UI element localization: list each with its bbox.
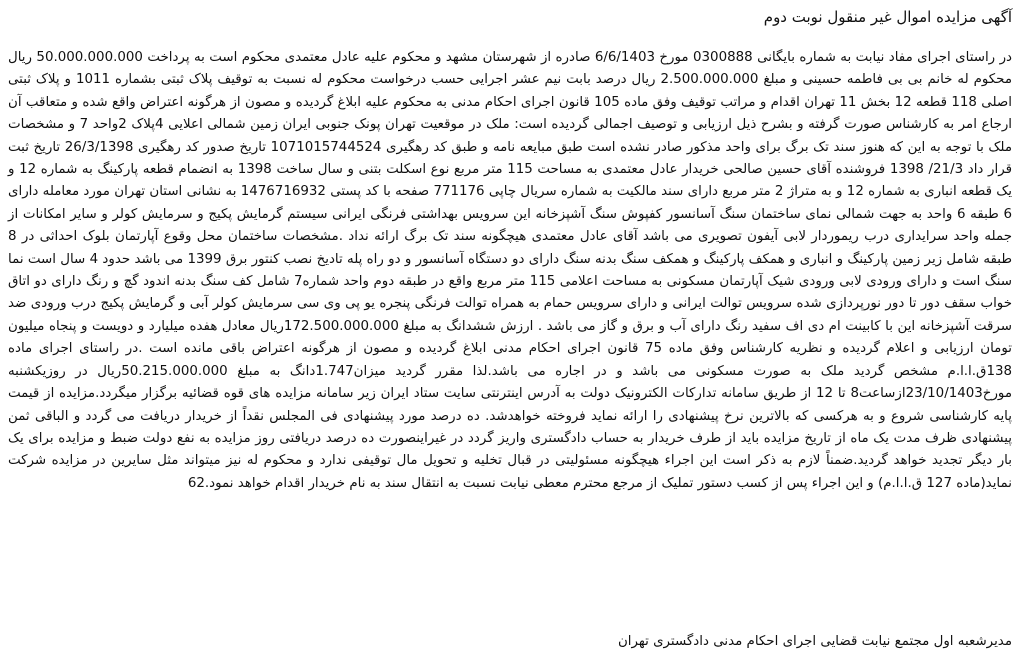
notice-title: آگهی مزایده اموال غیر منقول نوبت دوم bbox=[763, 8, 1012, 26]
notice-body: در راستای اجرای مفاد نیابت به شماره بایگانی 0300888 مورخ 6/6/1403 صادره از شهرستان مشهد و محکوم علیه عادل معتمدی محکوم است به پرداخت 50.000.000.000 ریال محکوم له خانم بی بی فاطمه حسینی و مبلغ 2.500.000.000 ریال درصد بابت نیم عشر اجرایی حسب درخواست محکوم له نسبت به توقیف پلاک ثبتی بشماره 1011 و پلاک ثبتی اصلی 118 قطعه 12 بخش 11 تهران اقدام و مراتب توقیف وفق ماده 105 قانون اجرای احکام مدنی به محکوم علیه ابلاغ گردیده و مصون از هرگونه اعتراض واقع شده و متعاقب آن ارجاع امر به کارشناس صورت گرفته و بشرح ذیل ارزیابی و توصیف اجمالی گردیده است: ملک در موقعیت تهران پونک جنوبی ایران زمین شمالی اعلایی 4پلاک 2واحد 7 و مشخصات ملک با توجه به این که هنوز سند تک برگ برای واحد مذکور صادر نشده است طبق مبایعه نامه و طبق کد رهگیری 1071015744524 تاریخ صدور کد رهگیری 26/3/1398 تاریخ ثبت قرار داد 21/3/ 1398 فروشنده آقای حسین صالحی خریدار عادل معتمدی به مساحت 115 متر مربع نوع اسکلت بتنی و سال ساخت 1398 به انضمام قطعه پارکینگ به شماره 12 و یک قطعه انباری به شماره 12 و به متراژ 2 متر مربع دارای سند مالکیت به شماره سریال چاپی 771176 صفحه با کد پستی 1476716932 به نشانی استان تهران مورد معامله دارای 6 طبقه 6 واحد به جهت شمالی نمای ساختمان سنگ آسانسور کفپوش سنگ آشپزخانه این سرویس بهداشتی فرنگی ایرانی سیستم گرمایش پکیج و سرمایش کولر و سایر امکانات از جمله واحد سرایداری درب ریموردار لابی آیفون تصویری می باشد آقای عادل معتمدی هیچگونه سند تک برگ ارائه نداد .مشخصات ساختمان محل وقوع آپارتمان بلوک احداثی در 8 طبقه شامل زیر زمین پارکینگ و انباری و همکف پارکینگ و همکف سنگ بدنه سنگ دارای دو دستگاه آسانسور و دو راه پله تادیخ نصب کنتور برق 1399 می باشد حدود 4 سال است نما سنگ است و دارای ورودی لابی ورودی شیک آپارتمان مسکونی به مساحت اعلامی 115 متر مربع واقع در طبقه دوم واحد شماره7 شامل کف سنگ بدنه اندود گچ و رنگ دارای دو اتاق خواب سقف دور تا دور نورپردازی شده سرویس توالت ایرانی و دارای سرویس حمام به همراه توالت فرنگی پنجره یو پی وی سی سرمایش کولر آبی و گرمایش پکیج درب ورودی ضد سرقت آشپزخانه این با کابینت ام دی اف سفید رنگ دارای آب و برق و گاز می باشد . ارزش ششدانگ به مبلغ 172.500.000.000ریال معادل هفده میلیارد و دویست و پنجاه میلیون تومان ارزیابی و اعلام گردیده و نظریه کارشناس وفق ماده 75 قانون اجرای احکام مدنی ابلاغ گردیده و مصون از هرگونه اعتراض باقی مانده است .در راستای اجرای ماده 138ق.ا.ا.م مشخص گردید ملک به صورت مسکونی می باشد و در اجاره می باشد.لذا مقرر گردید میزان1.747دانگ به مبلغ 50.215.000.000ریال در روزیکشنبه مورخ23/10/1403ازساعت8 تا 12 از طریق سامانه تدارکات الکترونیک دولت به آدرس اینترنتی سایت ستاد ایران زیر سامانه مزایده های قوه قضائیه برگزار میگردد.مزایده از قیمت پایه کارشناسی شروع و به هرکسی که بالاترین نرخ پیشنهادی را ارائه نماید فروخته خواهدشد. ده درصد مورد پیشنهادی فی المجلس نقداً از خریدار دریافت می گردد و الباقی ثمن پیشنهادی ظرف مدت یک ماه از تاریخ مزایده باید از طرف خریدار به حساب دادگستری واریز گردد در غیراینصورت ده درصد دریافتی روز مزایده به نفع دولت ضبط و مزایده برای یک بار دیگر تجدید خواهد گردید.ضمناً لازم به ذکر است این اجراء هیچگونه مسئولیتی در قبال تخلیه و تحویل مال توقیفی ندارد و محکوم له نیز میتواند مثل سایرین در مزایده شرکت نماید(ماده 127 ق.ا.ا.م) و این اجراء پس از کسب دستور تملیک از مرجع محترم معطی نیابت نسبت به انتقال سند به نام خریدار اقدام خواهد نمود.62 bbox=[8, 50, 1013, 491]
notice-signature: مدیرشعبه اول مجتمع نیابت قضایی اجرای احکام مدنی دادگستری تهران bbox=[617, 634, 1012, 649]
auction-notice bbox=[8, 8, 1016, 495]
